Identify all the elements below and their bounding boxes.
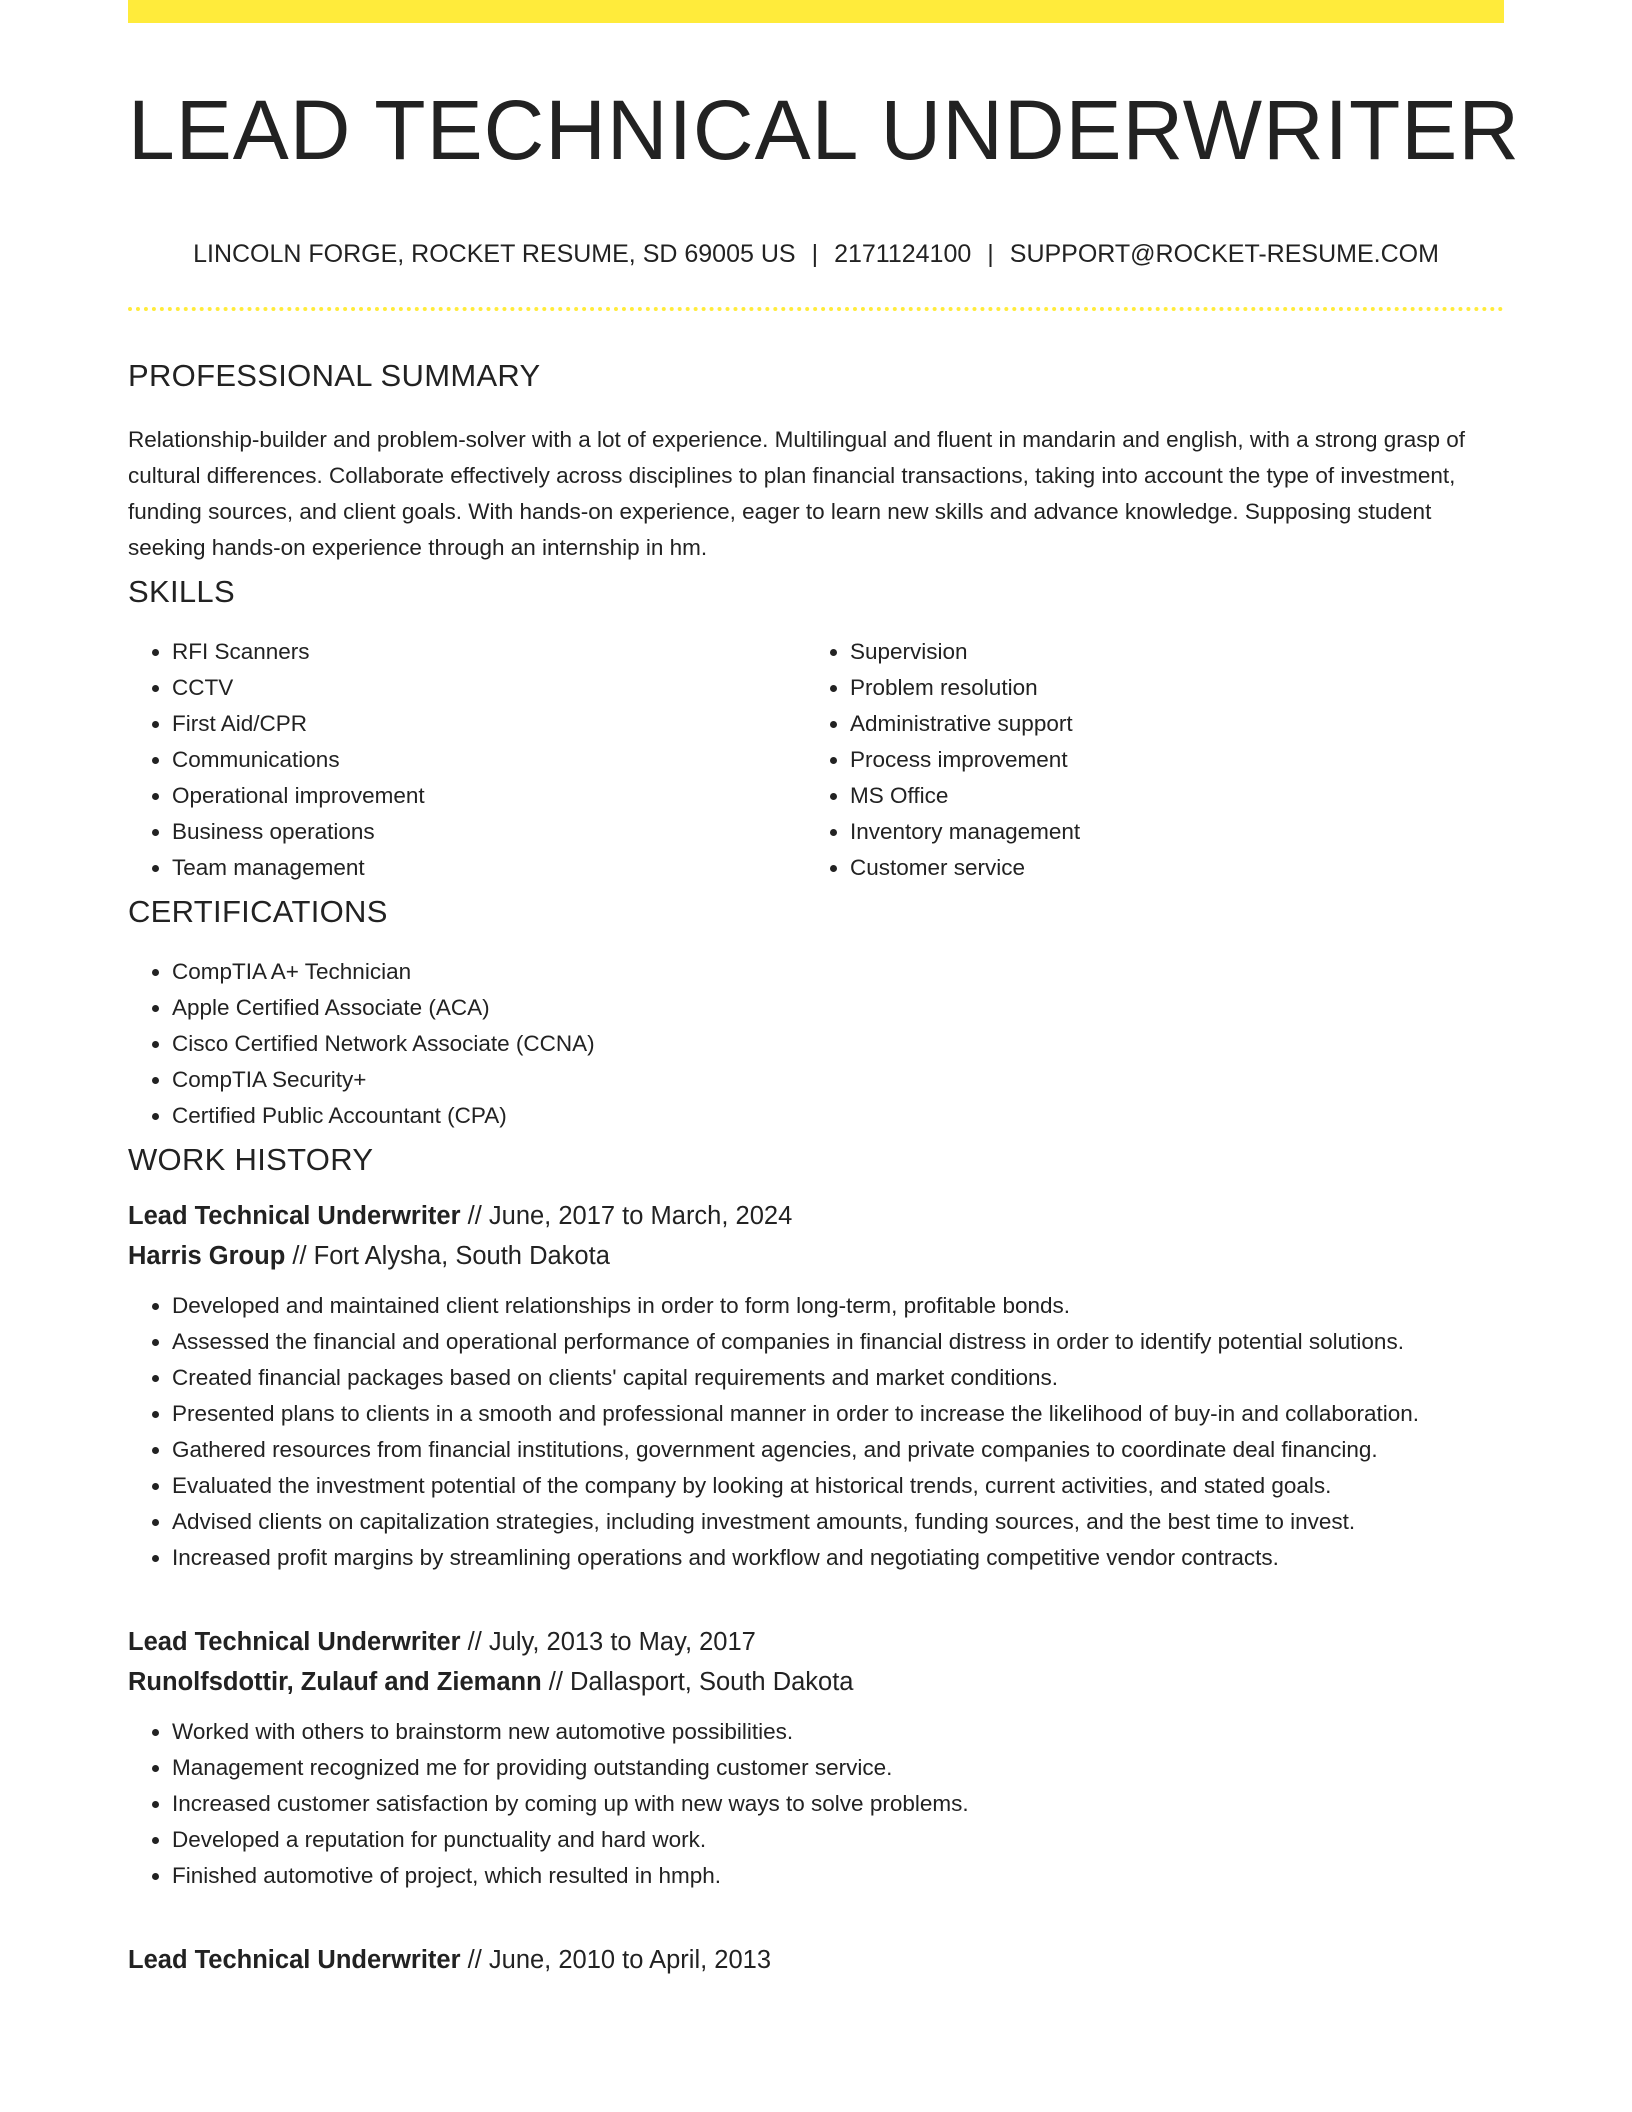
skill-item: • Process improvement bbox=[850, 742, 1484, 778]
job-title-line bbox=[128, 1622, 1504, 1662]
job-company-line bbox=[128, 1662, 1504, 1702]
job-bullet: • Advised clients on capitalization strategies, including investment amounts, funding sources, and the best time to invest. bbox=[172, 1504, 1504, 1540]
skill-item: • Administrative support bbox=[850, 706, 1484, 742]
job-bullet: • Increased profit margins by streamlining operations and workflow and negotiating competitive vendor contracts. bbox=[172, 1540, 1504, 1576]
top-accent-bar bbox=[128, 0, 1504, 23]
certification-item: • Cisco Certified Network Associate (CCNA) bbox=[172, 1026, 1504, 1062]
skill-item: • First Aid/CPR bbox=[172, 706, 806, 742]
skills-column-left bbox=[128, 634, 806, 886]
job-title: Lead Technical Underwriter bbox=[128, 1946, 461, 1974]
work-history-heading: WORK HISTORY bbox=[128, 1142, 374, 1177]
job-bullet: • Developed and maintained client relationships in order to form long-term, profitable bonds. bbox=[172, 1288, 1504, 1324]
skill-item: • Team management bbox=[172, 850, 806, 886]
contact-address: LINCOLN FORGE, ROCKET RESUME, SD 69005 US bbox=[193, 240, 796, 268]
summary-heading: PROFESSIONAL SUMMARY bbox=[128, 358, 541, 393]
skills-list-left bbox=[128, 634, 806, 886]
certification-item: • Certified Public Accountant (CPA) bbox=[172, 1098, 1504, 1134]
skills-column-right bbox=[806, 634, 1484, 886]
contact-line bbox=[128, 236, 1504, 272]
skill-item: • Operational improvement bbox=[172, 778, 806, 814]
certifications-list bbox=[128, 954, 1504, 1134]
job-company: Runolfsdottir, Zulauf and Ziemann bbox=[128, 1668, 542, 1696]
resume-content bbox=[128, 350, 1504, 1980]
job-bullet: • Presented plans to clients in a smooth and professional manner in order to increase the likelihood of buy-in and collaboration. bbox=[172, 1396, 1504, 1432]
job-bullet: • Assessed the financial and operational performance of companies in financial distress in order to identify potential solutions. bbox=[172, 1324, 1504, 1360]
skill-item: • Communications bbox=[172, 742, 806, 778]
job-title-line bbox=[128, 1940, 1504, 1980]
skill-item: • Customer service bbox=[850, 850, 1484, 886]
job-dates: // June, 2010 to April, 2013 bbox=[460, 1946, 772, 1974]
job-entry bbox=[128, 1940, 1504, 1980]
job-bullet: • Finished automotive of project, which resulted in hmph. bbox=[172, 1858, 1504, 1894]
contact-phone: 2171124100 bbox=[834, 240, 972, 268]
certification-item: • CompTIA Security+ bbox=[172, 1062, 1504, 1098]
job-title-line bbox=[128, 1196, 1504, 1236]
contact-separator: | bbox=[987, 240, 994, 268]
summary-text: Relationship-builder and problem-solver with a lot of experience. Multilingual and fluent in mandarin and english, with a strong grasp of cultural differences. Collaborate effectively across disciplines to plan financial transactions, taking into account the type of investment, funding sources, and client goals. With hands-on experience, eager to learn new skills and advance knowledge. Supposing student seeking hands-on experience through an internship in hm. bbox=[128, 427, 1466, 560]
job-company-line bbox=[128, 1236, 1504, 1276]
skill-item: • Business operations bbox=[172, 814, 806, 850]
skill-item: • Problem resolution bbox=[850, 670, 1484, 706]
job-bullets bbox=[128, 1288, 1504, 1576]
job-bullet: • Gathered resources from financial institutions, government agencies, and private companies to coordinate deal financing. bbox=[172, 1432, 1504, 1468]
job-title: Lead Technical Underwriter bbox=[128, 1202, 461, 1230]
job-location: // Dallasport, South Dakota bbox=[541, 1668, 854, 1696]
contact-separator: | bbox=[811, 240, 819, 268]
job-title: Lead Technical Underwriter bbox=[128, 1628, 461, 1656]
job-bullet: • Developed a reputation for punctuality and hard work. bbox=[172, 1822, 1504, 1858]
job-bullet: • Management recognized me for providing outstanding customer service. bbox=[172, 1750, 1504, 1786]
job-bullet: • Worked with others to brainstorm new automotive possibilities. bbox=[172, 1714, 1504, 1750]
skills-heading: SKILLS bbox=[128, 574, 235, 609]
certification-item: • CompTIA A+ Technician bbox=[172, 954, 1504, 990]
job-dates: // June, 2017 to March, 2024 bbox=[460, 1202, 793, 1230]
job-bullet: • Created financial packages based on clients' capital requirements and market conditions. bbox=[172, 1360, 1504, 1396]
certification-item: • Apple Certified Associate (ACA) bbox=[172, 990, 1504, 1026]
skill-item: • RFI Scanners bbox=[172, 634, 806, 670]
job-bullets bbox=[128, 1714, 1504, 1894]
skill-item: • CCTV bbox=[172, 670, 806, 706]
job-entry bbox=[128, 1622, 1504, 1894]
skill-item: • Supervision bbox=[850, 634, 1484, 670]
certifications-heading: CERTIFICATIONS bbox=[128, 894, 388, 929]
skill-item: • Inventory management bbox=[850, 814, 1484, 850]
job-entry bbox=[128, 1196, 1504, 1576]
job-company: Harris Group bbox=[128, 1242, 286, 1270]
resume-title: LEAD TECHNICAL UNDERWRITER bbox=[128, 83, 1520, 177]
job-bullet: • Evaluated the investment potential of the company by looking at historical trends, current activities, and stated goals. bbox=[172, 1468, 1504, 1504]
skills-list-right bbox=[806, 634, 1484, 886]
job-dates: // July, 2013 to May, 2017 bbox=[460, 1628, 756, 1656]
skill-item: • MS Office bbox=[850, 778, 1484, 814]
skills-columns bbox=[128, 634, 1504, 886]
job-location: // Fort Alysha, South Dakota bbox=[285, 1242, 610, 1270]
header-divider bbox=[128, 307, 1504, 311]
job-bullet: • Increased customer satisfaction by coming up with new ways to solve problems. bbox=[172, 1786, 1504, 1822]
contact-email: SUPPORT@ROCKET-RESUME.COM bbox=[1009, 240, 1439, 268]
